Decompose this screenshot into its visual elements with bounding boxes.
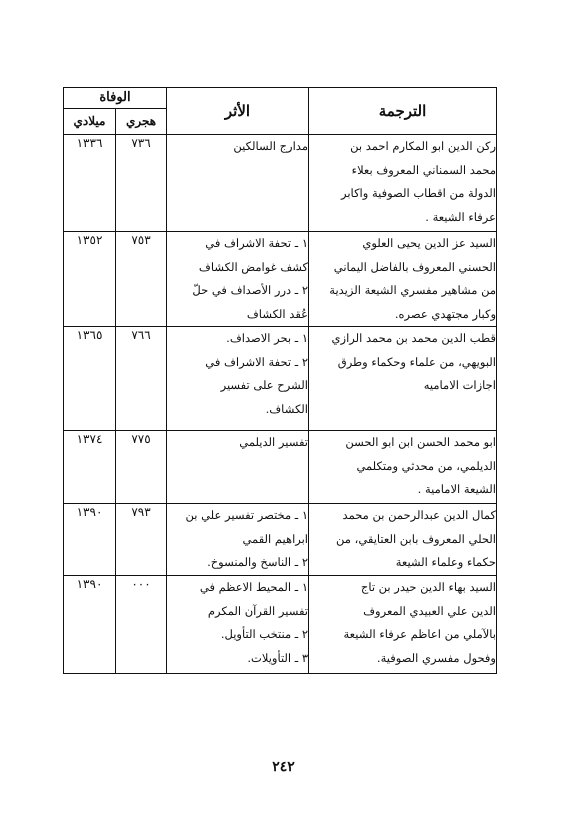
work-line: ٢ ـ الناسخ والمنسوخ. (207, 555, 308, 569)
header-biography: الترجمة (309, 88, 497, 135)
table-row (64, 431, 497, 504)
header-work: الأثر (167, 88, 309, 135)
biography-line: بالآملي من اعاظم عرفاء الشيعة (343, 627, 496, 641)
biography-line: ابو محمد الحسن ابن ابو الحسن (345, 435, 496, 449)
work-line: ٢ ـ تحفة الاشراف في (205, 354, 308, 369)
biography-cell (309, 327, 497, 431)
work-line: عُقد الكشاف (246, 306, 308, 321)
work-line: الشرح على تفسير (220, 378, 308, 392)
work-line: ٢ ـ منتخب التأويل. (220, 627, 308, 641)
work-line: تفسير القرآن المكرم (207, 603, 308, 618)
work-line: ١ ـ تحفة الاشراف في (205, 236, 308, 250)
table-body (64, 135, 497, 674)
work-line: مدارج السالكين (233, 139, 308, 153)
biography-line: الشيعة الامامية . (417, 482, 496, 496)
work-line: تفسير الديلمي (239, 435, 308, 449)
work-cell (167, 504, 309, 576)
work-line: ١ ـ مختصر تفسير علي بن (185, 508, 308, 522)
biography-line: وفحول مفسري الصوفية. (376, 650, 496, 665)
biography-line: البويهي، من علماء وحكماء وطرق (337, 354, 496, 369)
work-line: الكشاف. (265, 401, 308, 416)
work-cell (167, 576, 309, 674)
biography-cell (309, 431, 497, 504)
biography-line: محمد السمناني المعروف بعلاء (351, 162, 496, 177)
table-row (64, 232, 497, 327)
hijri-year: ٧٥٣ (116, 232, 167, 327)
table-row (64, 327, 497, 431)
biography-line: وكبار مجتهدي عصره. (394, 306, 496, 321)
biography-cell (309, 135, 497, 232)
header-death: الوفاة (64, 88, 167, 109)
gregorian-year: ١٣٩٠ (64, 576, 116, 674)
hijri-year: ٧٦٦ (116, 327, 167, 431)
biography-cell (309, 504, 497, 576)
biography-line: من مشاهير مفسري الشيعة الزيدية (329, 283, 496, 297)
biography-line: الحلي المعروف بابن العتايقي، من (336, 531, 496, 546)
hijri-year: ٠٠٠ (116, 576, 167, 674)
gregorian-year: ١٣٥٢ (64, 232, 116, 327)
header-gregorian: ميلادي (64, 108, 116, 134)
gregorian-year: ١٣٦٥ (64, 327, 116, 431)
biography-line: الدولة من اقطاب الصوفية واكابر (341, 186, 496, 200)
table-row (64, 135, 497, 232)
hijri-year: ٧٣٦ (116, 135, 167, 232)
work-cell (167, 431, 309, 504)
biography-cell (309, 232, 497, 327)
biography-line: حكماء وعلماء الشيعة (395, 555, 496, 569)
biography-line: الحسني المعروف بالفاضل اليماني (333, 259, 496, 274)
biography-line: اجازات الاماميه (423, 378, 496, 392)
work-line: كشف غوامض الكشاف (198, 259, 308, 274)
work-line: ١ ـ بحر الاصداف. (226, 331, 308, 345)
biography-table (63, 87, 497, 674)
work-line: ٣ ـ التأويلات. (247, 650, 308, 665)
biography-line: الديلمي، من محدثي ومتكلمي (356, 458, 496, 473)
header-hijri: هجري (116, 108, 167, 134)
biography-line: السيد عز الدين يحيى العلوي (362, 236, 496, 250)
biography-line: كمال الدين عبدالرحمن بن محمد (342, 508, 496, 522)
biography-line: عرفاء الشيعة . (425, 209, 496, 224)
work-line: ١ ـ المحيط الاعظم في (199, 580, 308, 594)
biography-cell (309, 576, 497, 674)
gregorian-year: ١٣٧٤ (64, 431, 116, 504)
work-cell (167, 327, 309, 431)
biography-line: ركن الدين ابو المكارم احمد بن (350, 139, 496, 153)
work-cell (167, 232, 309, 327)
biography-line: السيد بهاء الدين حيدر بن تاج (360, 580, 496, 594)
biography-line: قطب الدين محمد بن محمد الرازي (331, 331, 496, 345)
gregorian-year: ١٣٩٠ (64, 504, 116, 576)
gregorian-year: ١٣٣٦ (64, 135, 116, 232)
hijri-year: ٧٧٥ (116, 431, 167, 504)
hijri-year: ٧٩٣ (116, 504, 167, 576)
table-row (64, 576, 497, 674)
biography-line: الدين علي العبيدي المعروف (363, 603, 496, 618)
page-number: ٢٤٢ (272, 759, 295, 775)
work-line: ٢ ـ درر الأصداف في حلّ (192, 283, 308, 297)
work-cell (167, 135, 309, 232)
work-line: ابراهيم القمي (242, 531, 308, 546)
table-row (64, 504, 497, 576)
